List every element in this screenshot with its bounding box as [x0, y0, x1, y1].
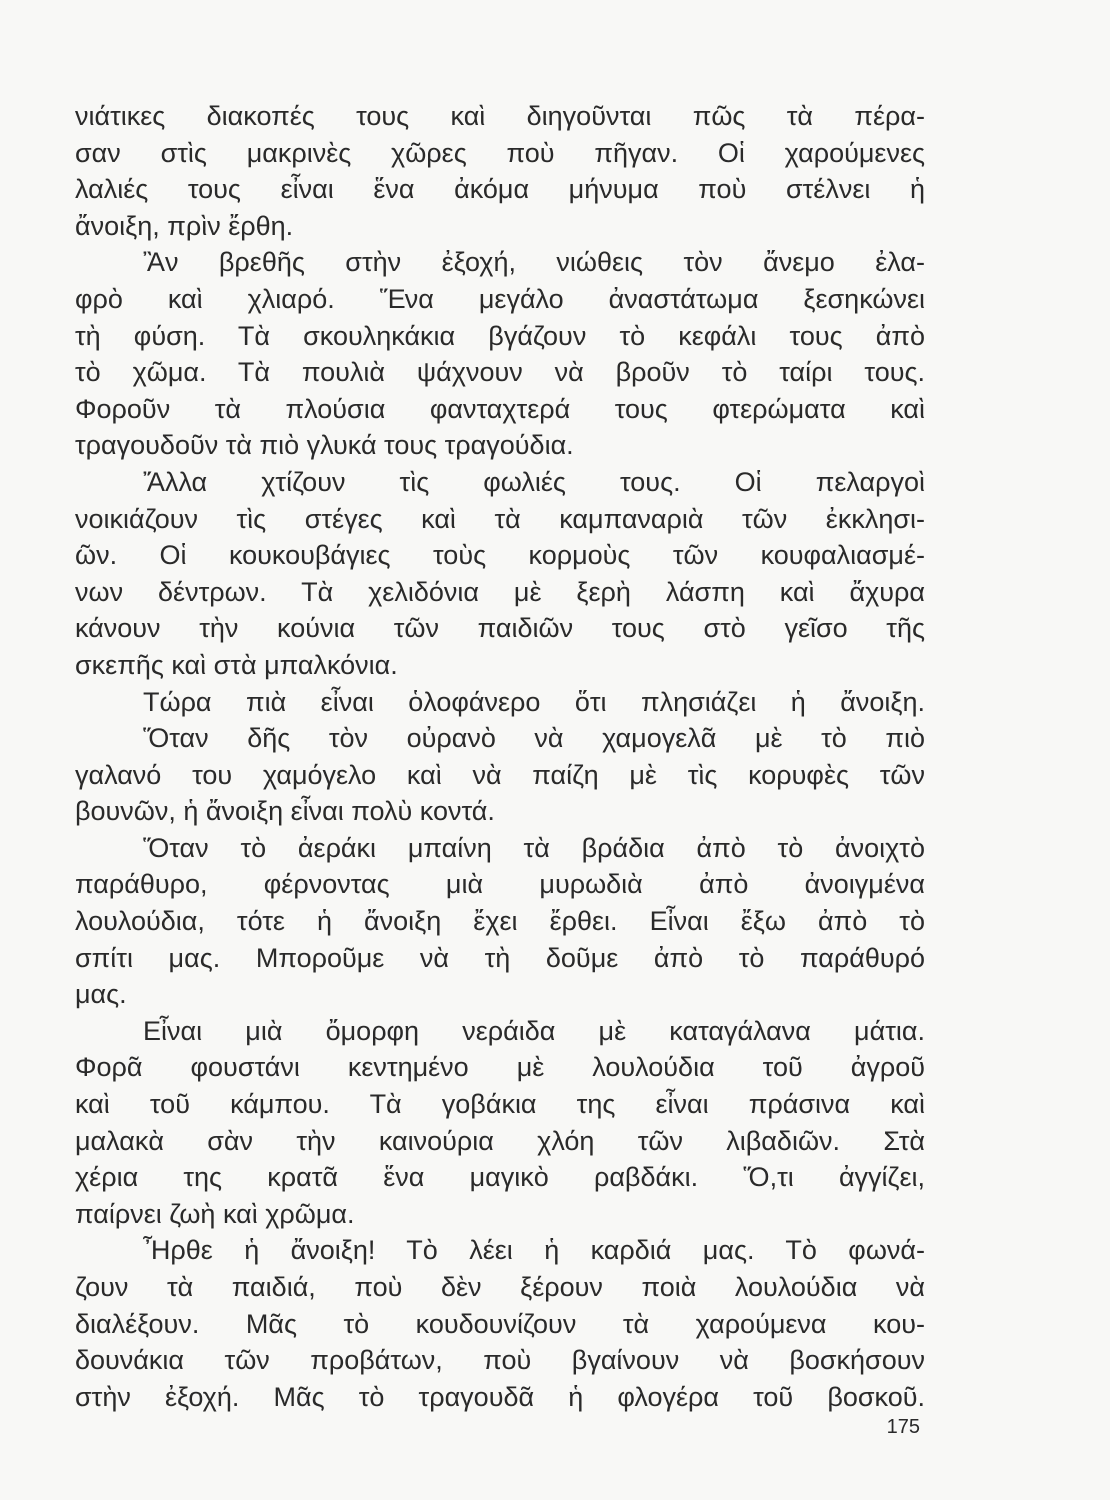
text-line: παίρνει ζωὴ καὶ χρῶμα. [75, 1198, 355, 1229]
text-line: διαλέξουν. Μᾶς τὸ κουδουνίζουν τὰ χαρούμενα κου- [75, 1308, 925, 1339]
text-line: Ὅταν δῆς τὸν οὐρανὸ νὰ χαμογελᾶ μὲ τὸ πιὸ [143, 723, 925, 754]
text-line: Εἶναι μιὰ ὄμορφη νεράιδα μὲ καταγάλανα μάτια. [143, 1015, 925, 1046]
text-line: κάνουν τὴν κούνια τῶν παιδιῶν τους στὸ γεῖσο τῆς [75, 613, 925, 644]
text-line: Ἄλλα χτίζουν τὶς φωλιές τους. Οἱ πελαργοὶ [143, 466, 925, 497]
text-line: μας. [75, 979, 127, 1010]
text-line: Ἦρθε ἡ ἄνοιξη! Τὸ λέει ἡ καρδιά μας. Τὸ φωνά- [143, 1235, 925, 1266]
text-line: σκεπῆς καὶ στὰ μπαλκόνια. [75, 649, 398, 680]
text-line: Φορᾶ φουστάνι κεντημένο μὲ λουλούδια τοῦ ἀγροῦ [75, 1052, 925, 1083]
body-text [75, 98, 925, 1415]
page-number: 175 [886, 1416, 920, 1438]
text-line: παράθυρο, φέρνοντας μιὰ μυρωδιὰ ἀπὸ ἀνοιγμένα [75, 869, 925, 900]
text-line: νων δέντρων. Τὰ χελιδόνια μὲ ξερὴ λάσπη καὶ ἄχυρα [75, 576, 925, 607]
text-line: Φοροῦν τὰ πλούσια φανταχτερά τους φτερώματα καὶ [75, 393, 925, 424]
text-line: ἄνοιξη, πρὶν ἔρθη. [75, 210, 294, 241]
text-line: τὸ χῶμα. Τὰ πουλιὰ ψάχνουν νὰ βροῦν τὸ ταίρι τους. [75, 357, 925, 388]
text-line: μαλακὰ σὰν τὴν καινούρια χλόη τῶν λιβαδιῶν. Στὰ [75, 1125, 925, 1156]
text-line: Ὅταν τὸ ἀεράκι μπαίνη τὰ βράδια ἀπὸ τὸ ἀνοιχτὸ [143, 832, 925, 863]
text-line: ζουν τὰ παιδιά, ποὺ δὲν ξέρουν ποιὰ λουλούδια νὰ [75, 1272, 925, 1302]
text-line: φρὸ καὶ χλιαρό. Ἕνα μεγάλο ἀναστάτωμα ξεσηκώνει [75, 283, 925, 314]
text-line: καὶ τοῦ κάμπου. Τὰ γοβάκια της εἶναι πράσινα καὶ [75, 1089, 925, 1120]
text-line: λουλούδια, τότε ἡ ἄνοιξη ἔχει ἔρθει. Εἶναι ἔξω ἀπὸ τὸ [75, 906, 925, 937]
text-line: σαν στὶς μακρινὲς χῶρες ποὺ πῆγαν. Οἱ χαρούμενες [75, 137, 925, 168]
text-line: γαλανό του χαμόγελο καὶ νὰ παίζη μὲ τὶς κορυφὲς τῶν [75, 759, 925, 790]
text-line: νοικιάζουν τὶς στέγες καὶ τὰ καμπαναριὰ τῶν ἐκκλησι- [75, 503, 925, 534]
text-line: τὴ φύση. Τὰ σκουληκάκια βγάζουν τὸ κεφάλι τους ἀπὸ [75, 320, 925, 351]
text-line: σπίτι μας. Μποροῦμε νὰ τὴ δοῦμε ἀπὸ τὸ παράθυρό [75, 942, 925, 973]
text-line: τραγουδοῦν τὰ πιὸ γλυκά τους τραγούδια. [75, 430, 574, 461]
text-line: χέρια της κρατᾶ ἕνα μαγικὸ ραβδάκι. Ὅ,τι ἀγγίζει, [75, 1162, 925, 1193]
text-line: Τώρα πιὰ εἶναι ὁλοφάνερο ὅτι πλησιάζει ἡ ἄνοιξη. [143, 686, 925, 717]
text-line: λαλιές τους εἶναι ἕνα ἀκόμα μήνυμα ποὺ στέλνει ἡ [75, 174, 925, 205]
text-line: στὴν ἐξοχή. Μᾶς τὸ τραγουδᾶ ἡ φλογέρα τοῦ βοσκοῦ. [75, 1381, 925, 1412]
text-line: ῶν. Οἱ κουκουβάγιες τοὺς κορμοὺς τῶν κουφαλιασμέ- [75, 540, 925, 571]
text-line: βουνῶν, ἡ ἄνοιξη εἶναι πολὺ κοντά. [75, 796, 495, 827]
text-line: δουνάκια τῶν προβάτων, ποὺ βγαίνουν νὰ βοσκήσουν [75, 1345, 925, 1376]
text-line: νιάτικες διακοπές τους καὶ διηγοῦνται πῶς τὰ πέρα- [75, 101, 925, 131]
text-line: Ἂν βρεθῆς στὴν ἐξοχή, νιώθεις τὸν ἄνεμο ἐλα- [143, 247, 925, 278]
